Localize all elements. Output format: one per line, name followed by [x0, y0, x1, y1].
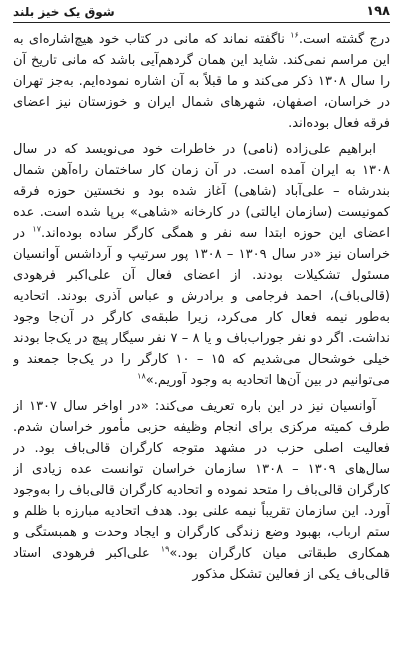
paragraph — [13, 139, 390, 391]
paragraph-text: علی‌اکبر فرهودی استاد قالی‌باف یکی از فعالین تشکل مذکور — [13, 546, 390, 582]
footnote-marker: ۱۹ — [160, 544, 170, 554]
running-header-title: شوق یک خیز بلند — [13, 5, 115, 19]
footnote-marker: ۱۶ — [290, 30, 299, 40]
page-number: ۱۹۸ — [366, 4, 390, 19]
book-page — [13, 4, 390, 658]
paragraph-text: آوانسیان نیز در این باره تعریف می‌کند: «در اواخر سال ۱۳۰۷ از طرف کمیته مرکزی برای انجام وظیفه حزبی مأمور خراسان شدم. فعالیت اصلی حزب در مشهد متوجه کارگران قالی‌باف بود. در سال‌های ۱۳۰۹ – ۱۳۰۸ سازمان خراسان توانست عده زیادی از کارگران قالی‌باف را متحد نموده و اتحادیه کارگران قالی‌باف را به‌وجود آورد. این سازمان تقریباً نیمه علنی بود. هدف اتحادیه مبارزه با ظلم و ستم ارباب، بهبود وضع زندگی کارگران و ایجاد وحدت و همبستگی و همکاری طبقاتی میان کارگران بود.» — [13, 399, 390, 561]
paragraph-text: درج گشته است. — [298, 32, 390, 47]
paragraph — [13, 29, 390, 134]
paragraph-text: ناگفته نماند که مانی در کتاب خود هیچ‌اشاره‌ای به این مراسم نمی‌کند. شاید این همان گردهم‌آیی باشد که مانی تاریخ آن را سال ۱۳۰۸ ذکر می‌کند و ما قبلاً به آن اشاره نموده‌ایم. به‌جز تهران در خراسان، اصفهان، شهرهای شمال ایران و خوزستان نیز اعضای فرقه فعال بوده‌اند. — [13, 32, 390, 131]
paragraph-text: ابراهیم علی‌زاده (نامی) در خاطرات خود می‌نویسد که در سال ۱۳۰۸ به ایران آمده است. در آن زمان کار ساختمان راه‌آهن شمال بندرشاه – علی‌آباد (شاهی) آغاز شده بود و نخستین حوزه فرقه کمونیست (سازمان ایالتی) در کارخانه «شاهی» برپا شده است. عده اعضای این حوزه ابتدا سه نفر و همگی کارگر ساده بوده‌اند. — [13, 142, 390, 241]
running-header — [13, 4, 390, 23]
footnote-marker: ۱۸ — [137, 371, 146, 381]
body-text — [13, 29, 390, 585]
footnote-marker: ۱۷ — [32, 224, 42, 234]
paragraph — [13, 396, 390, 585]
paragraph-text: در خراسان نیز «در سال ۱۳۰۹ – ۱۳۰۸ پور سرتیپ و آرداشس آوانسیان مسئول تشکیلات بودند. از اعضای فعال آن علی‌اکبر فرهودی (قالی‌باف)، احمد فرجامی و برادرش و عباس آذری بودند. اتحادیه به‌طور نیمه فعال کار می‌کرد، زیرا طبقه‌ی کارگر در آن‌جا وجود نداشت. اگر دو نفر جوراب‌باف و یا ۸ – ۷ نفر سیگار پیچ در یک‌جا بودند خیلی خوشحال می‌شدیم که ۱۵ – ۱۰ کارگر را در یک‌جا جمعند و می‌توانیم در بین آن‌ها اتحادیه به وجود آوریم.» — [13, 226, 390, 388]
